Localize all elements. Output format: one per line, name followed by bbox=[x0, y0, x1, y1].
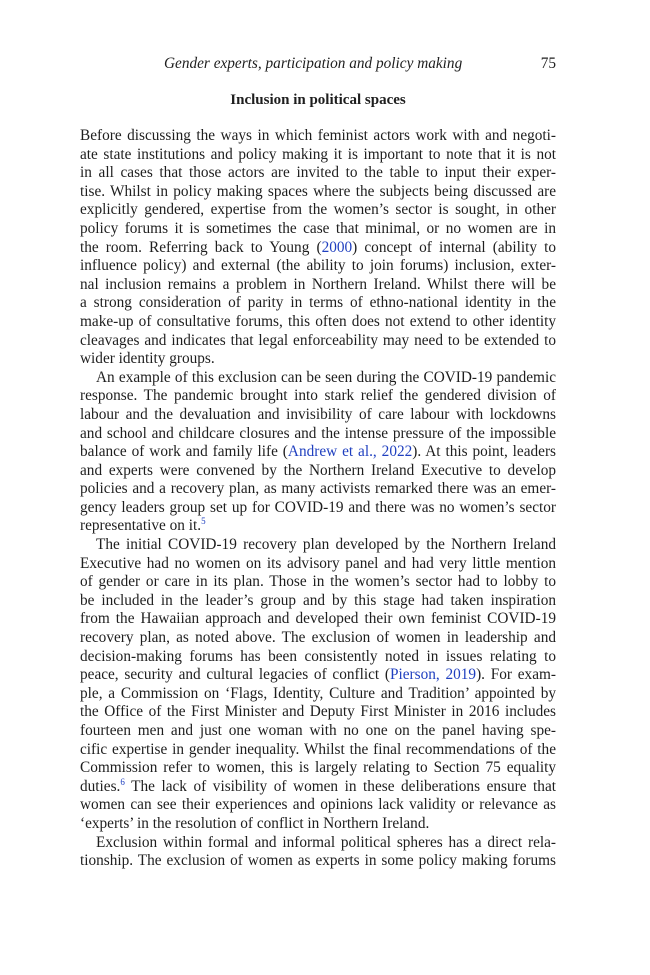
text-line: tise. Whilst in policy making spaces where the subjects being discussed are bbox=[80, 182, 556, 200]
text-line: Commission refer to women, this is largely relating to Section 75 equality bbox=[80, 759, 556, 777]
text-segment: representative on it. bbox=[80, 517, 202, 535]
text-segment: ) concept of internal (ability to bbox=[352, 238, 556, 256]
text-line: An example of this exclusion can be seen during the COVID-19 pandemic bbox=[96, 368, 556, 386]
citation-link[interactable]: 2000 bbox=[321, 238, 353, 256]
text-line: wider identity groups. bbox=[80, 350, 215, 368]
text-line: response. The pandemic brought into stark relief the gendered division of bbox=[80, 387, 556, 405]
paragraph bbox=[80, 834, 556, 871]
text-line bbox=[80, 517, 556, 536]
text-segment: the room. Referring back to Young ( bbox=[80, 238, 322, 256]
text-line: policies and a recovery plan, as many activists remarked there was an emer- bbox=[80, 480, 556, 498]
text-segment: peace, security and cultural legacies of conflict ( bbox=[80, 666, 390, 684]
text-line: tionship. The exclusion of women as experts in some policy making forums bbox=[80, 852, 556, 870]
text-line: labour and the devaluation and invisibility of care labour with lockdowns bbox=[80, 405, 556, 423]
text-line: in all cases that those actors are invited to the table to input their exper- bbox=[80, 164, 556, 182]
text-line: explicitly gendered, expertise from the women’s sector is sought, in other bbox=[80, 201, 556, 219]
text-line: The initial COVID-19 recovery plan developed by the Northern Ireland bbox=[96, 536, 556, 554]
text-line: and school and childcare closures and the intense pressure of the impossible bbox=[80, 424, 556, 442]
text-line: Before discussing the ways in which feminist actors work with and negoti- bbox=[80, 127, 556, 144]
text-line: of gender or care in its plan. Those in the women’s sector had to lobby to bbox=[80, 573, 556, 591]
citation-link[interactable]: Andrew et al., 2022 bbox=[287, 443, 413, 461]
text-line bbox=[80, 778, 556, 797]
text-line: decision-making forums has been consistently noted in issues relating to bbox=[80, 647, 556, 665]
text-segment: The lack of visibility of women in these deliberations ensure that bbox=[124, 777, 556, 795]
text-line bbox=[80, 443, 556, 462]
section-heading: Inclusion in political spaces bbox=[230, 92, 406, 108]
paragraph bbox=[80, 536, 556, 834]
running-head-title: Gender experts, participation and policy making bbox=[164, 55, 463, 72]
text-segment: ). For exam- bbox=[476, 666, 556, 684]
text-line: cleavages and indicates that legal enforceability may need to be extended to bbox=[80, 331, 556, 349]
text-line: the Office of the First Minister and Deputy First Minister in 2016 includes bbox=[80, 703, 556, 721]
text-line: Executive had no women on its advisory panel and had very little mention bbox=[80, 554, 556, 572]
text-line: and experts were convened by the Northern Ireland Executive to develop bbox=[80, 461, 556, 479]
text-line: from the Hawaiian approach and developed their own feminist COVID-19 bbox=[80, 610, 556, 628]
text-line: make-up of consultative forums, this often does not extend to other identity bbox=[80, 312, 556, 330]
text-line bbox=[80, 239, 556, 258]
footnote-marker[interactable]: 6 bbox=[120, 776, 125, 787]
text-line: be included in the leader’s group and by this stage had taken inspiration bbox=[80, 591, 556, 609]
text-segment: balance of work and family life ( bbox=[80, 443, 288, 461]
paragraph bbox=[80, 127, 556, 369]
citation-link[interactable]: Pierson, 2019 bbox=[390, 666, 477, 684]
text-line: gency leaders group set up for COVID-19 and there was no women’s sector bbox=[80, 498, 556, 516]
text-line: recovery plan, as noted above. The exclusion of women in leadership and bbox=[80, 629, 556, 647]
paragraph bbox=[80, 369, 556, 536]
page-number: 75 bbox=[540, 55, 556, 72]
footnote-marker[interactable]: 5 bbox=[201, 516, 206, 527]
text-line: Exclusion within formal and informal political spheres has a direct rela- bbox=[96, 833, 556, 851]
running-head bbox=[80, 53, 556, 75]
text-line: ate state institutions and policy making it is important to note that it is not bbox=[80, 145, 556, 163]
text-line: ple, a Commission on ‘Flags, Identity, Culture and Tradition’ appointed by bbox=[80, 684, 556, 702]
text-line: ‘experts’ in the resolution of conflict in Northern Ireland. bbox=[80, 814, 430, 832]
text-line: policy forums it is sometimes the case that minimal, or no women are in bbox=[80, 219, 556, 237]
text-line: a strong consideration of parity in terms of ethno-national identity in the bbox=[80, 294, 556, 312]
text-line: influence policy) and external (the ability to join forums) inclusion, exter- bbox=[80, 257, 556, 275]
text-segment: duties. bbox=[80, 777, 121, 795]
text-line: nal inclusion remains a problem in Northern Ireland. Whilst there will be bbox=[80, 275, 556, 293]
text-line: women can see their experiences and opinions lack validity or relevance as bbox=[80, 796, 556, 814]
text-segment: ). At this point, leaders bbox=[412, 443, 556, 461]
body-text bbox=[80, 127, 556, 871]
text-line: cific expertise in gender inequality. Whilst the final recommendations of the bbox=[80, 740, 556, 758]
text-line: fourteen men and just one woman with no one on the panel having spe- bbox=[80, 722, 556, 739]
text-line bbox=[80, 666, 556, 685]
